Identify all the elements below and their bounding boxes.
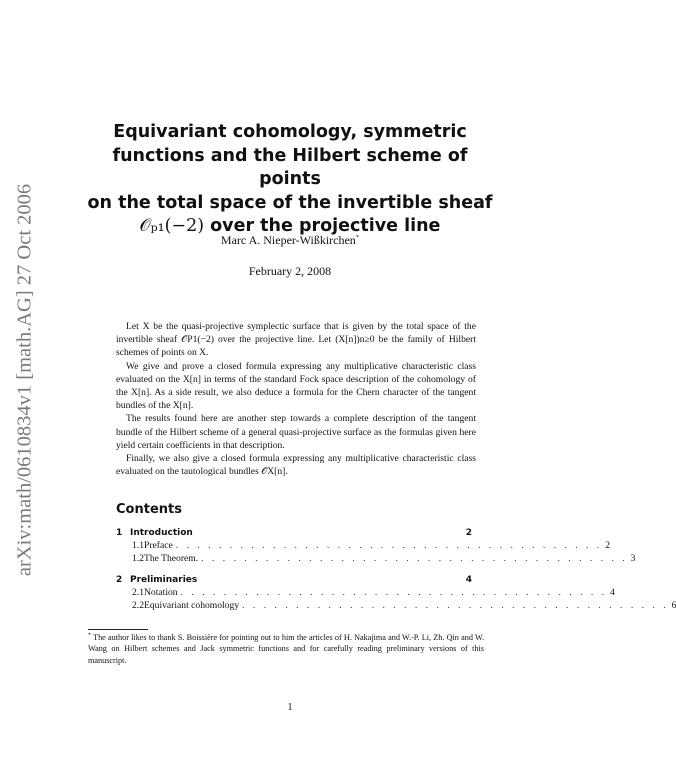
toc-subsection-number: 2.1 [132,587,144,599]
toc-section-2[interactable] [116,574,472,587]
author-line [80,233,500,248]
footnote-text: The author likes to thank S. Boissière for pointing out to him the articles of H. Nakajima and W.-P. Li, Zh. Qin and W. Wang on Hilbert schemes and Jack symmetric functions and for carefully reading preliminary versions of this manuscript. [88,633,484,665]
toc-section-page: 4 [465,575,472,586]
toc-subsection-number: 1.2 [132,552,144,564]
author-footnote-mark: * [355,234,360,241]
title-sheaf-symbol: 𝒪ₚ₁(−2) [139,216,205,236]
paper-date: February 2, 2008 [248,264,332,278]
toc-section-number: 2 [116,575,123,586]
title-line-2: functions and the Hilbert scheme of points [112,145,468,189]
toc-subsection-title: Equivariant cohomology [144,599,240,611]
toc-leader-dots: . . . . . . . . . . . . . . . . . . . . . . . . . . . . . . . . . . . . . . . . [180,587,608,599]
toc-subsection-page: 3 [630,552,636,564]
abstract [116,320,476,478]
toc-section-title: Preliminaries [130,575,198,586]
abstract-paragraph: We give and prove a closed formula expressing any multiplicative characteristic class evaluated on the X[n] in terms of the standard Fock space description of the cohomology of the X[n]. As a side result, we also deduce a formula for the Chern character of the tangent bundles of the X[n]. [116,360,476,412]
toc-subsection-page: 4 [610,587,615,599]
author-name: Marc A. Nieper-Wißkirchen [220,233,356,247]
arxiv-sidebar-stamp [10,160,40,600]
toc-section-page: 2 [465,528,472,538]
title-line-4-text: over the projective line [210,216,441,236]
toc-subsection-number: 2.2 [132,599,144,611]
footnote [88,632,484,666]
toc-section-1[interactable] [116,527,472,540]
toc-section-title: Introduction [130,528,193,538]
contents-heading: Contents [116,502,182,517]
toc-leader-dots: . . . . . . . . . . . . . . . . . . . . . . . . . . . . . . . . . . . . . . . . [242,599,669,611]
toc-subsection-number: 1.1 [132,539,144,551]
toc-section-number: 1 [116,528,123,538]
abstract-paragraph: Finally, we also give a closed formula expressing any multiplicative characteristic class evaluated on the tautological bundles 𝒪X[n]. [116,453,476,478]
page-number: 1 [287,702,293,713]
toc-subsection-1-2[interactable] [116,552,636,566]
abstract-paragraph: The results found here are another step towards a complete description of the tangent bundle of the Hilbert scheme of a general quasi-projective surface as the formulas given here yield certain coefficients in that description. [116,413,476,451]
toc-subsection-title: Preface [144,539,173,551]
toc-subsection-1-1[interactable] [116,539,611,553]
toc-leader-dots: . . . . . . . . . . . . . . . . . . . . . . . . . . . . . . . . . . . . . . . . [201,552,628,564]
toc-subsection-page: 6 [671,599,676,611]
toc-subsection-page: 2 [605,539,611,551]
footnote-mark: * [88,632,91,639]
toc-subsection-2-1[interactable] [116,587,615,600]
toc-subsection-2-2[interactable] [116,599,676,613]
paper-title [80,121,500,239]
footnote-rule [88,629,148,630]
arxiv-identifier: arXiv:math/0610834v1 [math.AG] 27 Oct 2006 [13,183,36,577]
toc-leader-dots: . . . . . . . . . . . . . . . . . . . . . . . . . . . . . . . . . . . . . . . . [175,539,603,551]
title-line-3: on the total space of the invertible sheaf [87,192,493,213]
abstract-paragraph: Let X be the quasi-projective symplectic surface that is given by the total space of the invertible sheaf 𝒪P1(−2) over the projective line. Let (X[n])n≥0 be the family of Hilbert schemes of points on X. [116,321,476,359]
table-of-contents [116,527,676,613]
toc-subsection-title: The Theorem. [144,552,199,564]
toc-subsection-title: Notation [144,587,178,599]
title-line-1: Equivariant cohomology, symmetric [113,122,467,142]
